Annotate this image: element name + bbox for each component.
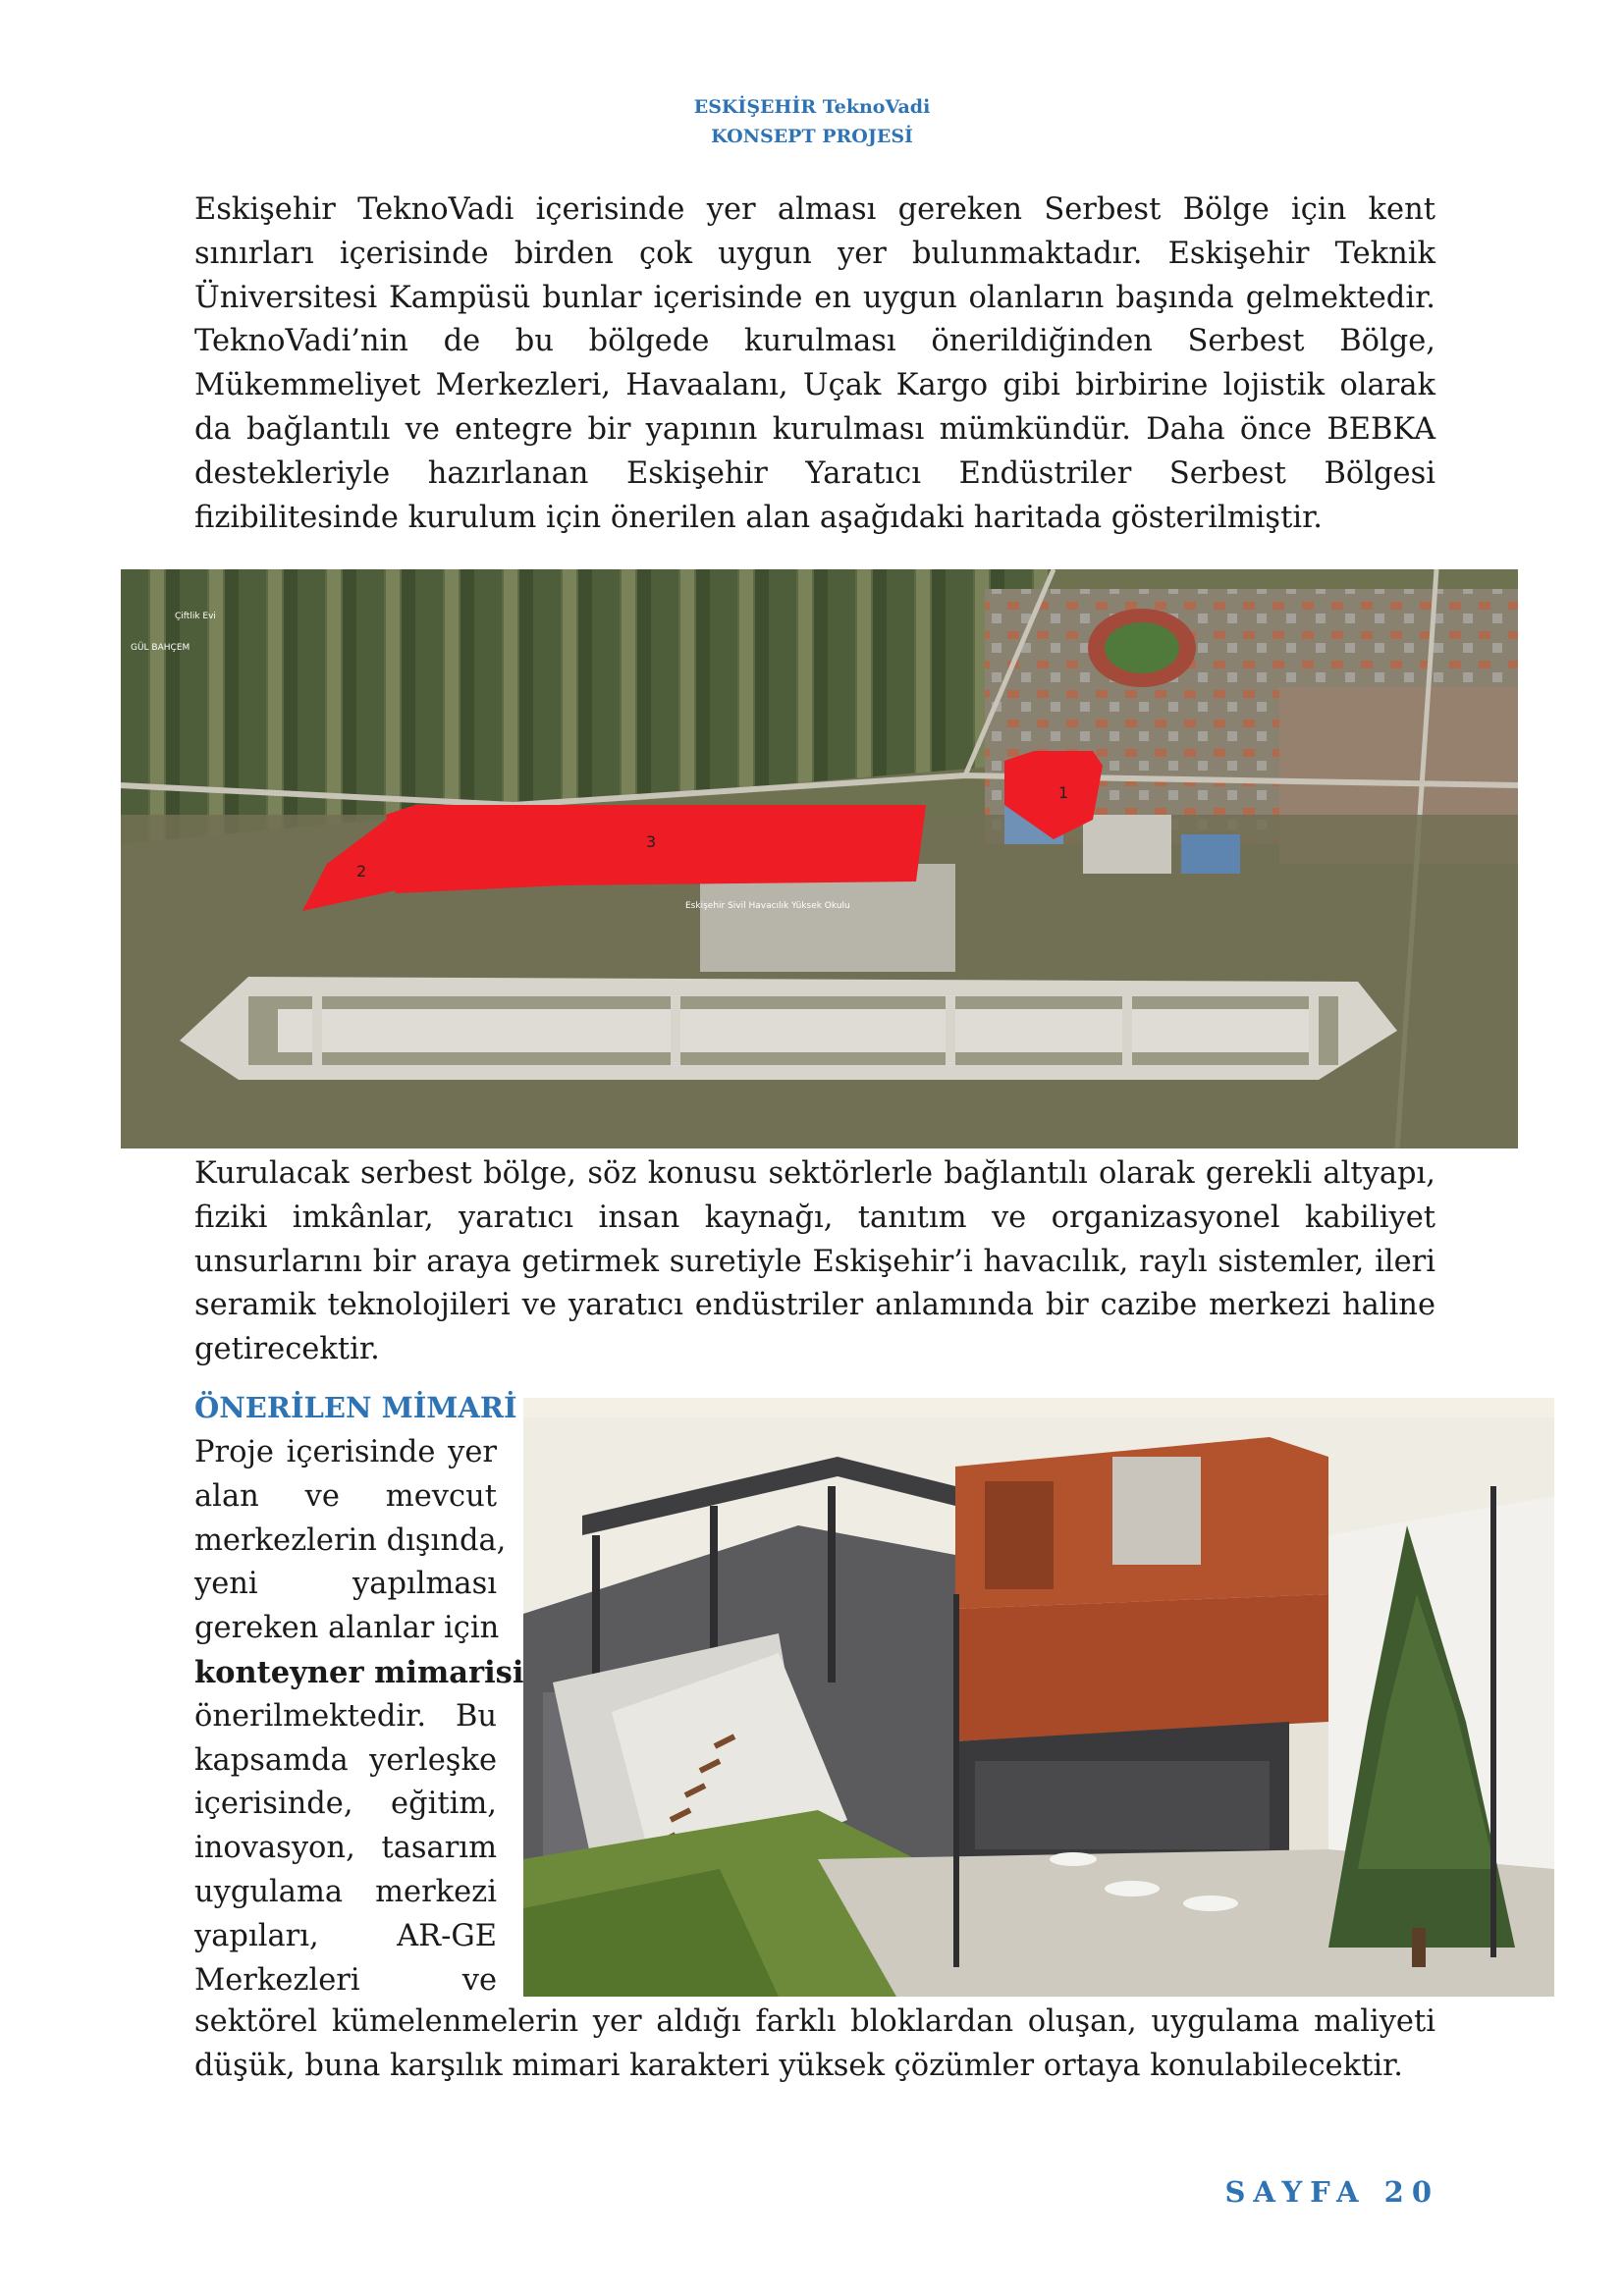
side-line: içerisinde, eğitim, (194, 1787, 497, 1822)
paragraph-intro: Eskişehir TeknoVadi içerisinde yer alması gereken Serbest Bölge için kent sınırları içerisinde birden çok uygun yer bulunmaktadır. Eskişehir Teknik Üniversitesi Kampüsü bunlar içerisinde en uygun olanların başında gelmektedir. TeknoVadi’nin de bu bölgede kurulması önerildiğinden Serbest Bölge, Mükemmeliyet Merkezleri, Havaalanı, Uçak Kargo gibi birbirine lojistik olarak da bağlantılı ve entegre bir yapının kurulması mümkündür. Daha önce BEBKA destekleriyle hazırlanan Eskişehir Yaratıcı Endüstriler Serbest Bölgesi fizibilitesinde kurulum için önerilen alan aşağıdaki haritada gösterilmiştir. (194, 192, 1435, 535)
side-line: gereken alanlar için (194, 1611, 500, 1646)
side-line: kapsamda yerleşke (194, 1742, 497, 1778)
container-architecture-render (523, 1398, 1554, 1997)
side-line: alan ve mevcut (194, 1478, 497, 1514)
section-continuation: sektörel kümelenmelerin yer aldığı farklı bloklardan oluşan, uygulama maliyeti düşük, buna karşılık mimari karakteri yüksek çözümler ortaya konulabilecektir. (194, 2004, 1435, 2083)
map-image (121, 569, 1518, 1148)
zone-label-3: 3 (646, 832, 657, 851)
section-title: ÖNERİLEN MİMARİ (194, 1391, 517, 1424)
map-place-label: GÜL BAHÇEM (131, 643, 190, 653)
side-line: yeni yapılması (194, 1567, 497, 1602)
map-place-label: Çiftlik Evi (175, 612, 216, 621)
map-place-label: Eskişehir Sivil Havacılık Yüksek Okulu (685, 901, 850, 911)
section-side-text (194, 1431, 524, 2002)
render-image (523, 1398, 1554, 1997)
page-header (0, 92, 1624, 151)
side-line-bold (194, 1651, 524, 1695)
header-line-1: ESKİŞEHİR TeknoVadi (693, 96, 931, 118)
header-line-2: KONSEPT PROJESİ (711, 126, 913, 147)
side-line: merkezlerin dışında, (194, 1522, 507, 1558)
side-line: önerilmektedir. Bu (194, 1698, 497, 1734)
side-line: Proje içerisinde yer (194, 1435, 497, 1469)
paragraph-free-zone: Kurulacak serbest bölge, söz konusu sektörlerle bağlantılı olarak gerekli altyapı, fiziki imkânlar, yaratıcı insan kaynağı, tanıtım ve organizasyonel kabiliyet unsurlarını bir araya getirmek suretiyle Eskişehir’i havacılık, raylı sistemler, ileri seramik teknolojileri ve yaratıcı endüstriler anlamında bir cazibe merkezi haline getirecektir. (194, 1156, 1435, 1367)
side-line: Merkezleri ve (194, 1962, 497, 1998)
zone-label-2: 2 (356, 862, 367, 881)
page-number: SAYFA 20 (1224, 2175, 1439, 2209)
zone-label-1: 1 (1058, 783, 1069, 802)
side-line: uygulama merkezi (194, 1874, 497, 1909)
side-line: inovasyon, tasarım (194, 1831, 497, 1866)
satellite-map (121, 569, 1518, 1148)
bold-phrase: konteyner mimarisi (194, 1654, 524, 1690)
side-line: yapıları, AR-GE (194, 1918, 497, 1953)
